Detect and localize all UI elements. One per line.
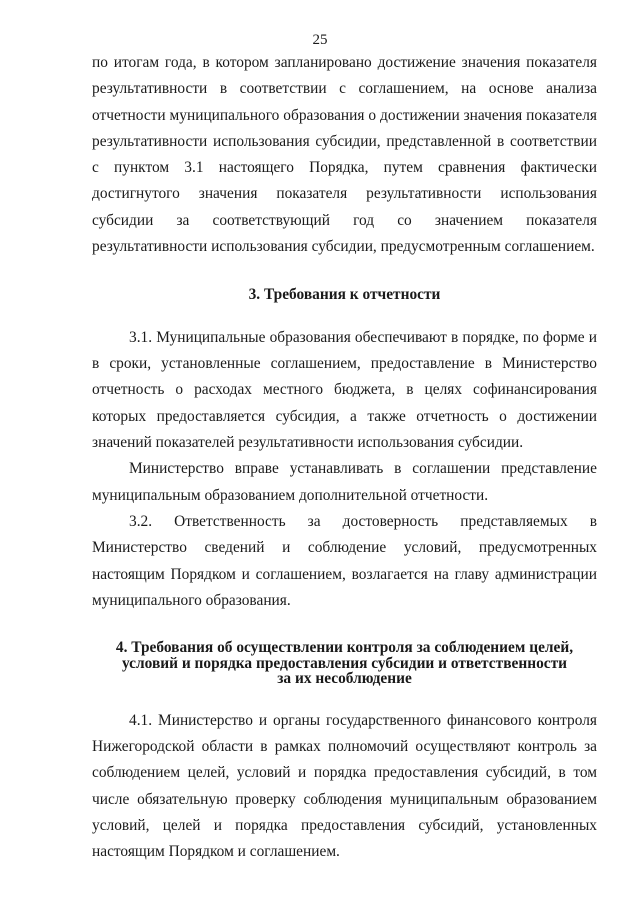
- document-body: [92, 50, 597, 865]
- section-4-heading: [92, 640, 597, 687]
- section-4-heading-line: за их несоблюдение: [277, 670, 412, 688]
- paragraph-3-1: 3.1. Муниципальные образования обеспечивают в порядке, по форме и в сроки, установленные соглашением, предоставление в Министерство отчетность о расходах местного бюджета, в целях софинансирования которых предоставляется субсидия, а также отчетность о достижении значений показателей результативности использования субсидии.: [92, 328, 597, 452]
- intro-paragraph: по итогам года, в котором запланировано достижение значения показателя результативности в соответствии с соглашением, на основе анализа отчетности муниципального образования о достижении значения показателя результативности использования субсидии, представленной в соответствии с пунктом 3.1 настоящего Порядка, путем сравнения фактически достигнутого значения показателя результативности использования субсидии за соответствующий год со значением показателя результативности использования субсидии, предусмотренным соглашением.: [92, 54, 597, 256]
- section-4-heading-line: условий и порядка предоставления субсидии и ответственности: [121, 654, 568, 672]
- section-3-heading: 3. Требования к отчетности: [248, 286, 441, 304]
- section-4-heading-line: 4. Требования об осуществлении контроля за соблюдением целей,: [115, 639, 574, 657]
- paragraph-3-2: 3.2. Ответственность за достоверность представляемых в Министерство сведений и соблюдение условий, предусмотренных настоящим Порядком и соглашением, возлагается на главу администрации муниципального образования.: [92, 512, 597, 609]
- paragraph-3-1-addendum: Министерство вправе устанавливать в соглашении представление муниципальным образованием дополнительной отчетности.: [92, 460, 597, 504]
- paragraph-4-1: 4.1. Министерство и органы государственного финансового контроля Нижегородской области в рамках полномочий осуществляют контроль за соблюдением целей, условий и порядка предоставления субсидий, в том числе обязательную проверку соблюдения муниципальным образованием условий, целей и порядка предоставления субсидий, установленных настоящим Порядком и соглашением.: [92, 711, 597, 861]
- page-number: 25: [312, 32, 328, 48]
